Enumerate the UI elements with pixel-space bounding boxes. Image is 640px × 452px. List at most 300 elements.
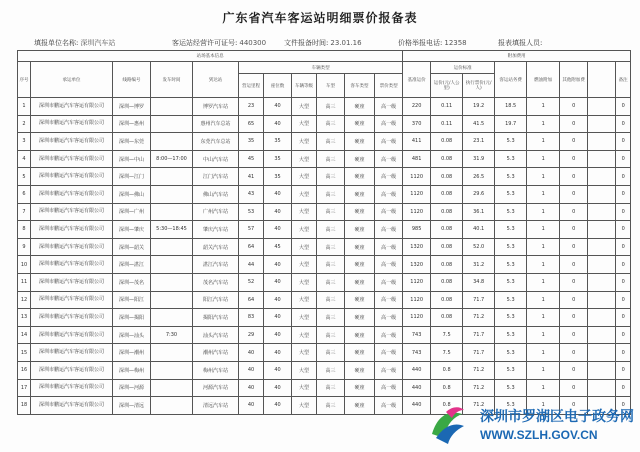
table-row — [18, 115, 631, 133]
meta-date-value: 23.01.16 — [330, 39, 362, 47]
cell-fare-final: 71.7 — [463, 291, 495, 309]
cell-other-fee: 0 — [560, 115, 588, 133]
cell-size: 高三 — [317, 291, 345, 309]
col-bus-type: 客车类型 — [345, 74, 375, 98]
cell-remark: 0 — [616, 291, 631, 309]
cell-seq: 15 — [18, 344, 31, 362]
cell-destination: 江门汽车站 — [193, 168, 239, 186]
cell-destination: 惠州汽车总站 — [193, 115, 239, 133]
cell-route-no: 深圳—阳江 — [113, 291, 151, 309]
cell-bus-type: 硬座 — [345, 168, 375, 186]
cell-fare-type: 高一级 — [375, 98, 403, 116]
cell-bus-type: 硬座 — [345, 397, 375, 415]
cell-other-fee: 0 — [560, 379, 588, 397]
cell-other-fee: 0 — [560, 344, 588, 362]
table-row — [18, 150, 631, 168]
cell-destination: 揭阳汽车站 — [193, 309, 239, 327]
cell-grade: 大型 — [292, 344, 317, 362]
meta-filler — [498, 38, 544, 48]
cell-fuel: 1 — [527, 344, 560, 362]
table-row — [18, 309, 631, 327]
cell-destination: 肇庆汽车站 — [193, 221, 239, 239]
cell-operator: 深圳市鹏运汽车客运有限公司 — [31, 238, 113, 256]
cell-route-no: 深圳—揭阳 — [113, 309, 151, 327]
cell-remark: 0 — [616, 185, 631, 203]
cell-other-fee: 0 — [560, 238, 588, 256]
cell-size: 高三 — [317, 115, 345, 133]
cell-base-fare: 411 — [403, 133, 431, 151]
cell-departure — [151, 361, 193, 379]
cell-bus-type: 硬座 — [345, 273, 375, 291]
cell-seq: 2 — [18, 115, 31, 133]
table-row — [18, 379, 631, 397]
cell-fare-std: 0.08 — [431, 133, 463, 151]
cell-seats: 40 — [264, 326, 292, 344]
watermark-url: WWW.SZLH.GOV.CN — [480, 428, 598, 442]
col-fare-final: 执行票价(元/人) — [463, 74, 495, 98]
cell-fare-type: 高一级 — [375, 221, 403, 239]
cell-seats: 40 — [264, 361, 292, 379]
cell-fare-std: 0.11 — [431, 98, 463, 116]
cell-destination: 中山汽车站 — [193, 150, 239, 168]
cell-seq: 12 — [18, 291, 31, 309]
cell-fare-std: 0.08 — [431, 256, 463, 274]
cell-route-no: 深圳—梅州 — [113, 361, 151, 379]
cell-operator: 深圳市鹏运汽车客运有限公司 — [31, 256, 113, 274]
cell-station-fee: 5.3 — [495, 133, 527, 151]
cell-fare-type: 高一级 — [375, 273, 403, 291]
cell-mileage: 29 — [239, 326, 264, 344]
table-row — [18, 168, 631, 186]
cell-destination: 广州汽车站 — [193, 203, 239, 221]
cell-base-fare: 985 — [403, 221, 431, 239]
cell-grade: 大型 — [292, 397, 317, 415]
cell-seats: 40 — [264, 344, 292, 362]
cell-remark: 0 — [616, 115, 631, 133]
cell-blank — [588, 185, 616, 203]
document-title: 广东省汽车客运站明细票价报备表 — [222, 11, 418, 25]
col-vehicle-group: 车辆类型 — [239, 62, 403, 74]
cell-seats: 40 — [264, 98, 292, 116]
col-remark: 备注 — [616, 62, 631, 98]
section-right-header: 附加费用 — [403, 51, 631, 62]
section-left-header: 站场基本信息 — [18, 51, 403, 62]
table-row — [18, 291, 631, 309]
cell-other-fee: 0 — [560, 168, 588, 186]
cell-fare-std: 0.08 — [431, 238, 463, 256]
cell-fare-std: 0.08 — [431, 273, 463, 291]
col-base-fare: 基准运价 — [403, 62, 431, 98]
cell-station-fee: 5.3 — [495, 185, 527, 203]
cell-fare-type: 高一级 — [375, 361, 403, 379]
cell-fare-type: 高一级 — [375, 291, 403, 309]
cell-departure: 7:30 — [151, 326, 193, 344]
cell-fare-std: 0.08 — [431, 221, 463, 239]
cell-seq: 13 — [18, 309, 31, 327]
cell-other-fee: 0 — [560, 397, 588, 415]
cell-fare-final: 29.6 — [463, 185, 495, 203]
cell-bus-type: 硬座 — [345, 133, 375, 151]
cell-grade: 大型 — [292, 326, 317, 344]
table-row — [18, 221, 631, 239]
cell-operator: 深圳市鹏运汽车客运有限公司 — [31, 185, 113, 203]
cell-remark: 0 — [616, 397, 631, 415]
cell-seq: 1 — [18, 98, 31, 116]
cell-size: 高三 — [317, 273, 345, 291]
cell-fare-type: 高一级 — [375, 185, 403, 203]
cell-fare-final: 19.2 — [463, 98, 495, 116]
cell-remark: 0 — [616, 309, 631, 327]
cell-remark: 0 — [616, 273, 631, 291]
cell-mileage: 35 — [239, 133, 264, 151]
cell-bus-type: 硬座 — [345, 309, 375, 327]
cell-fare-final: 23.1 — [463, 133, 495, 151]
cell-station-fee: 19.7 — [495, 115, 527, 133]
cell-remark: 0 — [616, 150, 631, 168]
table-row — [18, 185, 631, 203]
col-mileage: 营运里程 — [239, 74, 264, 98]
meta-license-label: 客运站经营许可证号: — [172, 39, 238, 47]
table-row — [18, 326, 631, 344]
cell-size: 高三 — [317, 344, 345, 362]
watermark-name: 深圳市罗湖区电子政务网 — [480, 409, 634, 425]
cell-station-fee: 5.3 — [495, 221, 527, 239]
cell-seats: 45 — [264, 238, 292, 256]
cell-operator: 深圳市鹏运汽车客运有限公司 — [31, 150, 113, 168]
cell-blank — [588, 361, 616, 379]
cell-seats: 35 — [264, 133, 292, 151]
cell-seats: 40 — [264, 379, 292, 397]
cell-operator: 深圳市鹏运汽车客运有限公司 — [31, 273, 113, 291]
cell-fuel: 1 — [527, 150, 560, 168]
cell-grade: 大型 — [292, 133, 317, 151]
cell-mileage: 64 — [239, 291, 264, 309]
cell-size: 高三 — [317, 221, 345, 239]
cell-departure: 8:00—17:00 — [151, 150, 193, 168]
cell-other-fee: 0 — [560, 361, 588, 379]
cell-fare-final: 34.8 — [463, 273, 495, 291]
cell-destination: 阳江汽车站 — [193, 291, 239, 309]
cell-fare-type: 高一级 — [375, 238, 403, 256]
cell-departure — [151, 115, 193, 133]
cell-size: 高三 — [317, 203, 345, 221]
cell-seats: 35 — [264, 150, 292, 168]
cell-blank — [588, 150, 616, 168]
cell-size: 高三 — [317, 256, 345, 274]
cell-fare-std: 0.8 — [431, 361, 463, 379]
cell-seats: 35 — [264, 168, 292, 186]
cell-mileage: 52 — [239, 273, 264, 291]
cell-seats: 40 — [264, 309, 292, 327]
cell-bus-type: 硬座 — [345, 361, 375, 379]
cell-fare-type: 高一级 — [375, 133, 403, 151]
cell-fuel: 1 — [527, 98, 560, 116]
cell-fare-final: 71.7 — [463, 344, 495, 362]
cell-grade: 大型 — [292, 150, 317, 168]
cell-remark: 0 — [616, 361, 631, 379]
cell-fare-std: 0.08 — [431, 168, 463, 186]
cell-seq: 14 — [18, 326, 31, 344]
cell-size: 高三 — [317, 238, 345, 256]
cell-grade: 大型 — [292, 221, 317, 239]
cell-other-fee: 0 — [560, 256, 588, 274]
cell-fuel: 1 — [527, 256, 560, 274]
watermark — [418, 398, 640, 452]
cell-route-no: 深圳—潮州 — [113, 344, 151, 362]
col-vehicle-grade: 车辆等级 — [292, 74, 317, 98]
cell-seats: 40 — [264, 397, 292, 415]
cell-fare-type: 高一级 — [375, 309, 403, 327]
cell-fare-type: 高一级 — [375, 115, 403, 133]
cell-station-fee: 5.3 — [495, 273, 527, 291]
cell-operator: 深圳市鹏运汽车客运有限公司 — [31, 98, 113, 116]
cell-remark: 0 — [616, 379, 631, 397]
cell-bus-type: 硬座 — [345, 379, 375, 397]
cell-blank — [588, 115, 616, 133]
cell-blank — [588, 344, 616, 362]
cell-station-fee: 5.3 — [495, 344, 527, 362]
cell-fare-std: 7.5 — [431, 326, 463, 344]
cell-fare-final: 71.7 — [463, 326, 495, 344]
cell-base-fare: 220 — [403, 98, 431, 116]
meta-date — [284, 38, 362, 48]
cell-size: 高三 — [317, 98, 345, 116]
cell-mileage: 40 — [239, 344, 264, 362]
cell-remark: 0 — [616, 221, 631, 239]
cell-base-fare: 370 — [403, 115, 431, 133]
cell-departure — [151, 168, 193, 186]
cell-other-fee: 0 — [560, 221, 588, 239]
cell-size: 高三 — [317, 397, 345, 415]
cell-blank — [588, 379, 616, 397]
meta-date-label: 文件报备时间: — [284, 39, 329, 47]
cell-seq: 7 — [18, 203, 31, 221]
cell-mileage: 40 — [239, 397, 264, 415]
cell-station-fee: 5.3 — [495, 150, 527, 168]
cell-departure — [151, 309, 193, 327]
cell-base-fare: 743 — [403, 326, 431, 344]
cell-size: 高三 — [317, 379, 345, 397]
cell-route-no: 深圳—中山 — [113, 150, 151, 168]
meta-phone-value: 12358 — [444, 39, 467, 47]
ribbon-logo-icon — [426, 404, 468, 446]
cell-seq: 17 — [18, 379, 31, 397]
cell-fare-std: 0.08 — [431, 203, 463, 221]
table-row — [18, 361, 631, 379]
cell-fare-final: 52.0 — [463, 238, 495, 256]
cell-route-no: 深圳—惠州 — [113, 115, 151, 133]
cell-blank — [588, 168, 616, 186]
cell-fuel: 1 — [527, 203, 560, 221]
cell-other-fee: 0 — [560, 150, 588, 168]
cell-bus-type: 硬座 — [345, 185, 375, 203]
cell-grade: 大型 — [292, 273, 317, 291]
cell-station-fee: 5.3 — [495, 291, 527, 309]
cell-remark: 0 — [616, 344, 631, 362]
table-row — [18, 256, 631, 274]
cell-base-fare: 440 — [403, 361, 431, 379]
cell-departure — [151, 379, 193, 397]
cell-grade: 大型 — [292, 115, 317, 133]
cell-station-fee: 5.3 — [495, 379, 527, 397]
cell-operator: 深圳市鹏运汽车客运有限公司 — [31, 309, 113, 327]
cell-fare-type: 高一级 — [375, 379, 403, 397]
table-row — [18, 133, 631, 151]
cell-fare-type: 高一级 — [375, 203, 403, 221]
cell-route-no: 深圳—东莞 — [113, 133, 151, 151]
cell-destination: 梅州汽车站 — [193, 361, 239, 379]
cell-mileage: 53 — [239, 203, 264, 221]
cell-route-no: 深圳—佛山 — [113, 185, 151, 203]
cell-blank — [588, 309, 616, 327]
cell-route-no: 深圳—清远 — [113, 397, 151, 415]
cell-fare-final: 71.2 — [463, 309, 495, 327]
cell-fare-std: 0.8 — [431, 379, 463, 397]
cell-destination: 清远汽车站 — [193, 397, 239, 415]
cell-seats: 40 — [264, 185, 292, 203]
cell-fare-type: 高一级 — [375, 256, 403, 274]
cell-fare-final: 31.2 — [463, 256, 495, 274]
cell-destination: 韶关汽车站 — [193, 238, 239, 256]
cell-departure — [151, 291, 193, 309]
col-station-fee: 客运站务费 — [495, 62, 527, 98]
cell-bus-type: 硬座 — [345, 326, 375, 344]
fare-table — [17, 50, 631, 415]
cell-remark: 0 — [616, 203, 631, 221]
cell-operator: 深圳市鹏运汽车客运有限公司 — [31, 397, 113, 415]
cell-seats: 40 — [264, 256, 292, 274]
cell-fuel: 1 — [527, 326, 560, 344]
cell-route-no: 深圳—河源 — [113, 379, 151, 397]
col-fare-group: 运价标准 — [431, 62, 495, 74]
cell-fare-std: 0.08 — [431, 309, 463, 327]
cell-bus-type: 硬座 — [345, 344, 375, 362]
table-row — [18, 203, 631, 221]
cell-mileage: 41 — [239, 168, 264, 186]
cell-base-fare: 481 — [403, 150, 431, 168]
cell-destination: 河源汽车站 — [193, 379, 239, 397]
cell-operator: 深圳市鹏运汽车客运有限公司 — [31, 115, 113, 133]
fare-table-body — [18, 98, 631, 415]
cell-seq: 4 — [18, 150, 31, 168]
cell-bus-type: 硬座 — [345, 221, 375, 239]
cell-operator: 深圳市鹏运汽车客运有限公司 — [31, 133, 113, 151]
cell-bus-type: 硬座 — [345, 291, 375, 309]
meta-license — [172, 38, 266, 48]
cell-blank — [588, 133, 616, 151]
cell-base-fare: 1320 — [403, 256, 431, 274]
cell-destination: 佛山汽车站 — [193, 185, 239, 203]
cell-mileage: 45 — [239, 150, 264, 168]
cell-fuel: 1 — [527, 168, 560, 186]
cell-base-fare: 743 — [403, 344, 431, 362]
cell-size: 高三 — [317, 168, 345, 186]
cell-mileage: 44 — [239, 256, 264, 274]
col-other-fee: 其他附加费 — [560, 62, 588, 98]
cell-mileage: 57 — [239, 221, 264, 239]
cell-route-no: 深圳—茂名 — [113, 273, 151, 291]
cell-departure — [151, 256, 193, 274]
cell-bus-type: 硬座 — [345, 98, 375, 116]
cell-blank — [588, 238, 616, 256]
cell-destination: 东莞汽车总站 — [193, 133, 239, 151]
col-seats: 座位数 — [264, 74, 292, 98]
meta-license-value: 440300 — [239, 39, 267, 47]
table-row — [18, 344, 631, 362]
cell-blank — [588, 273, 616, 291]
cell-station-fee: 5.3 — [495, 168, 527, 186]
cell-destination: 湛江汽车站 — [193, 256, 239, 274]
cell-other-fee: 0 — [560, 273, 588, 291]
cell-base-fare: 440 — [403, 379, 431, 397]
cell-size: 高三 — [317, 133, 345, 151]
cell-operator: 深圳市鹏运汽车客运有限公司 — [31, 344, 113, 362]
cell-fare-final: 71.2 — [463, 361, 495, 379]
cell-remark: 0 — [616, 133, 631, 151]
cell-seq: 6 — [18, 185, 31, 203]
cell-destination: 茂名汽车站 — [193, 273, 239, 291]
cell-seq: 18 — [18, 397, 31, 415]
cell-route-no: 深圳—博罗 — [113, 98, 151, 116]
cell-operator: 深圳市鹏运汽车客运有限公司 — [31, 221, 113, 239]
cell-base-fare: 440 — [403, 397, 431, 415]
cell-grade: 大型 — [292, 203, 317, 221]
col-seq: 序号 — [18, 62, 31, 98]
cell-grade: 大型 — [292, 168, 317, 186]
cell-bus-type: 硬座 — [345, 238, 375, 256]
cell-base-fare: 1120 — [403, 168, 431, 186]
cell-fare-std: 0.11 — [431, 115, 463, 133]
cell-fare-type: 高一级 — [375, 397, 403, 415]
cell-fare-final: 36.1 — [463, 203, 495, 221]
cell-operator: 深圳市鹏运汽车客运有限公司 — [31, 168, 113, 186]
cell-grade: 大型 — [292, 238, 317, 256]
cell-departure — [151, 273, 193, 291]
cell-seats: 40 — [264, 291, 292, 309]
cell-station-fee: 5.3 — [495, 238, 527, 256]
cell-blank — [588, 326, 616, 344]
cell-fare-std: 0.08 — [431, 185, 463, 203]
cell-fare-std: 0.08 — [431, 291, 463, 309]
cell-departure — [151, 397, 193, 415]
cell-base-fare: 1120 — [403, 291, 431, 309]
cell-route-no: 深圳—湛江 — [113, 256, 151, 274]
cell-fare-final: 40.1 — [463, 221, 495, 239]
cell-remark: 0 — [616, 168, 631, 186]
cell-grade: 大型 — [292, 98, 317, 116]
cell-seq: 16 — [18, 361, 31, 379]
cell-seats: 40 — [264, 221, 292, 239]
cell-bus-type: 硬座 — [345, 115, 375, 133]
cell-base-fare: 1320 — [403, 238, 431, 256]
col-fare-std: 运价(元/人公里) — [431, 74, 463, 98]
cell-fuel: 1 — [527, 238, 560, 256]
cell-fare-type: 高一级 — [375, 344, 403, 362]
cell-mileage: 40 — [239, 379, 264, 397]
col-departure: 发车时间 — [151, 62, 193, 98]
cell-mileage: 83 — [239, 309, 264, 327]
cell-fuel: 1 — [527, 221, 560, 239]
cell-mileage: 43 — [239, 185, 264, 203]
cell-other-fee: 0 — [560, 309, 588, 327]
cell-station-fee: 5.3 — [495, 309, 527, 327]
cell-station-fee: 5.3 — [495, 256, 527, 274]
cell-destination: 汕头汽车站 — [193, 326, 239, 344]
cell-fare-type: 高一级 — [375, 326, 403, 344]
cell-destination: 博罗汽车站 — [193, 98, 239, 116]
meta-unit-value: 深圳汽车站 — [80, 39, 116, 47]
cell-fuel: 1 — [527, 379, 560, 397]
